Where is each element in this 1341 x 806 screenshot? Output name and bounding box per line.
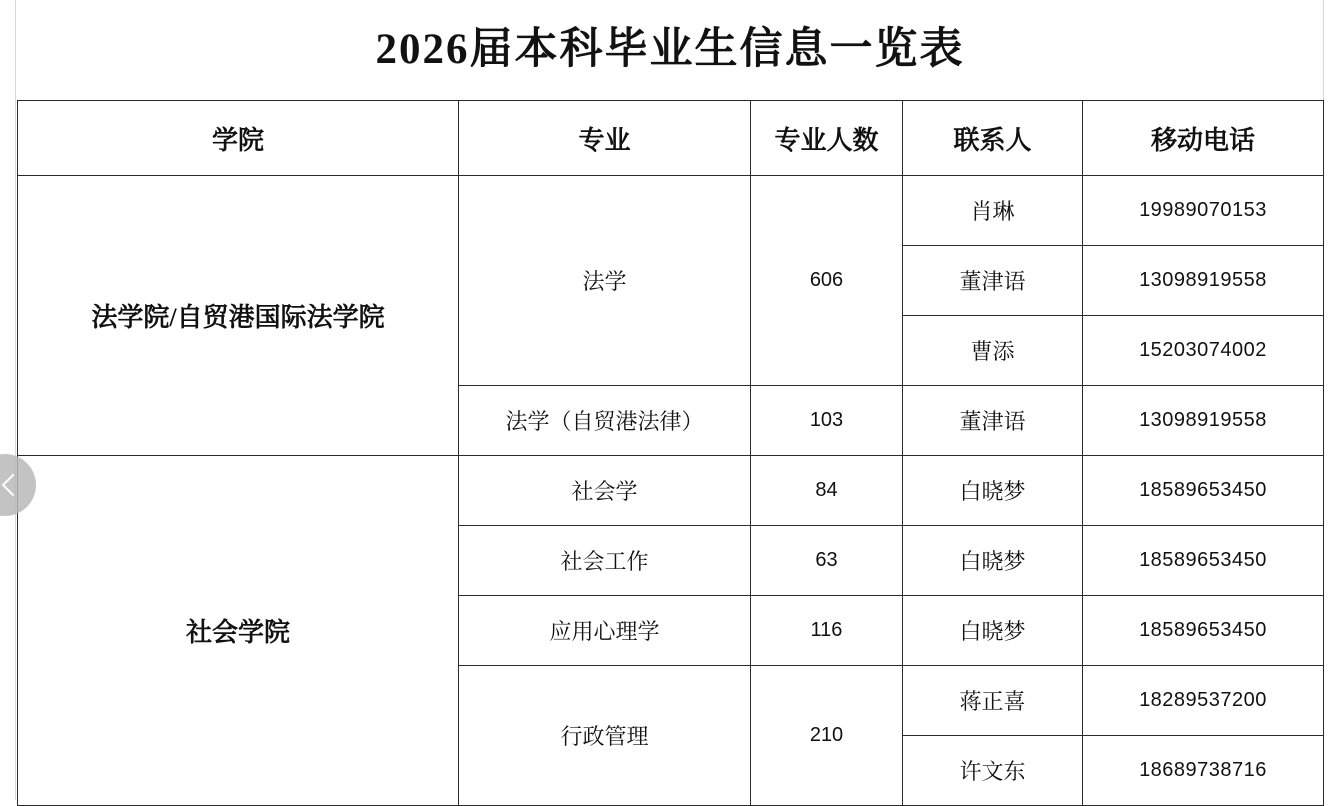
page-edge-left — [0, 0, 16, 800]
cell-contact: 肖琳 — [903, 176, 1083, 246]
cell-contact: 董津语 — [903, 386, 1083, 456]
cell-contact: 许文东 — [903, 736, 1083, 806]
column-header-phone: 移动电话 — [1083, 101, 1324, 176]
cell-contact: 蒋正喜 — [903, 666, 1083, 736]
cell-phone: 18289537200 — [1083, 666, 1324, 736]
cell-contact: 白晓梦 — [903, 456, 1083, 526]
cell-major: 行政管理 — [459, 666, 751, 806]
cell-phone: 18589653450 — [1083, 456, 1324, 526]
cell-count: 210 — [751, 666, 903, 806]
cell-phone: 18689738716 — [1083, 736, 1324, 806]
column-header-count: 专业人数 — [751, 101, 903, 176]
cell-count: 103 — [751, 386, 903, 456]
cell-college: 法学院/自贸港国际法学院 — [18, 176, 459, 456]
cell-contact: 白晓梦 — [903, 596, 1083, 666]
column-header-college: 学院 — [18, 101, 459, 176]
table-body — [18, 176, 1324, 806]
cell-major: 应用心理学 — [459, 596, 751, 666]
cell-count: 606 — [751, 176, 903, 386]
table-row — [18, 176, 1324, 246]
cell-phone: 19989070153 — [1083, 176, 1324, 246]
cell-phone: 13098919558 — [1083, 386, 1324, 456]
table-row — [18, 456, 1324, 526]
cell-college: 社会学院 — [18, 456, 459, 806]
cell-contact: 白晓梦 — [903, 526, 1083, 596]
cell-phone: 13098919558 — [1083, 246, 1324, 316]
page-edge-right — [1323, 0, 1341, 800]
column-header-contact: 联系人 — [903, 101, 1083, 176]
cell-contact: 董津语 — [903, 246, 1083, 316]
cell-major: 社会工作 — [459, 526, 751, 596]
chevron-left-icon — [2, 474, 25, 497]
cell-count: 116 — [751, 596, 903, 666]
cell-phone: 15203074002 — [1083, 316, 1324, 386]
column-header-major: 专业 — [459, 101, 751, 176]
cell-major: 法学 — [459, 176, 751, 386]
table-header — [18, 101, 1324, 176]
cell-count: 84 — [751, 456, 903, 526]
cell-phone: 18589653450 — [1083, 526, 1324, 596]
cell-phone: 18589653450 — [1083, 596, 1324, 666]
cell-contact: 曹添 — [903, 316, 1083, 386]
cell-major: 社会学 — [459, 456, 751, 526]
cell-count: 63 — [751, 526, 903, 596]
table-header-row — [18, 101, 1324, 176]
cell-major: 法学（自贸港法律） — [459, 386, 751, 456]
graduates-table — [17, 100, 1324, 806]
page-title: 2026届本科毕业生信息一览表 — [375, 26, 965, 73]
